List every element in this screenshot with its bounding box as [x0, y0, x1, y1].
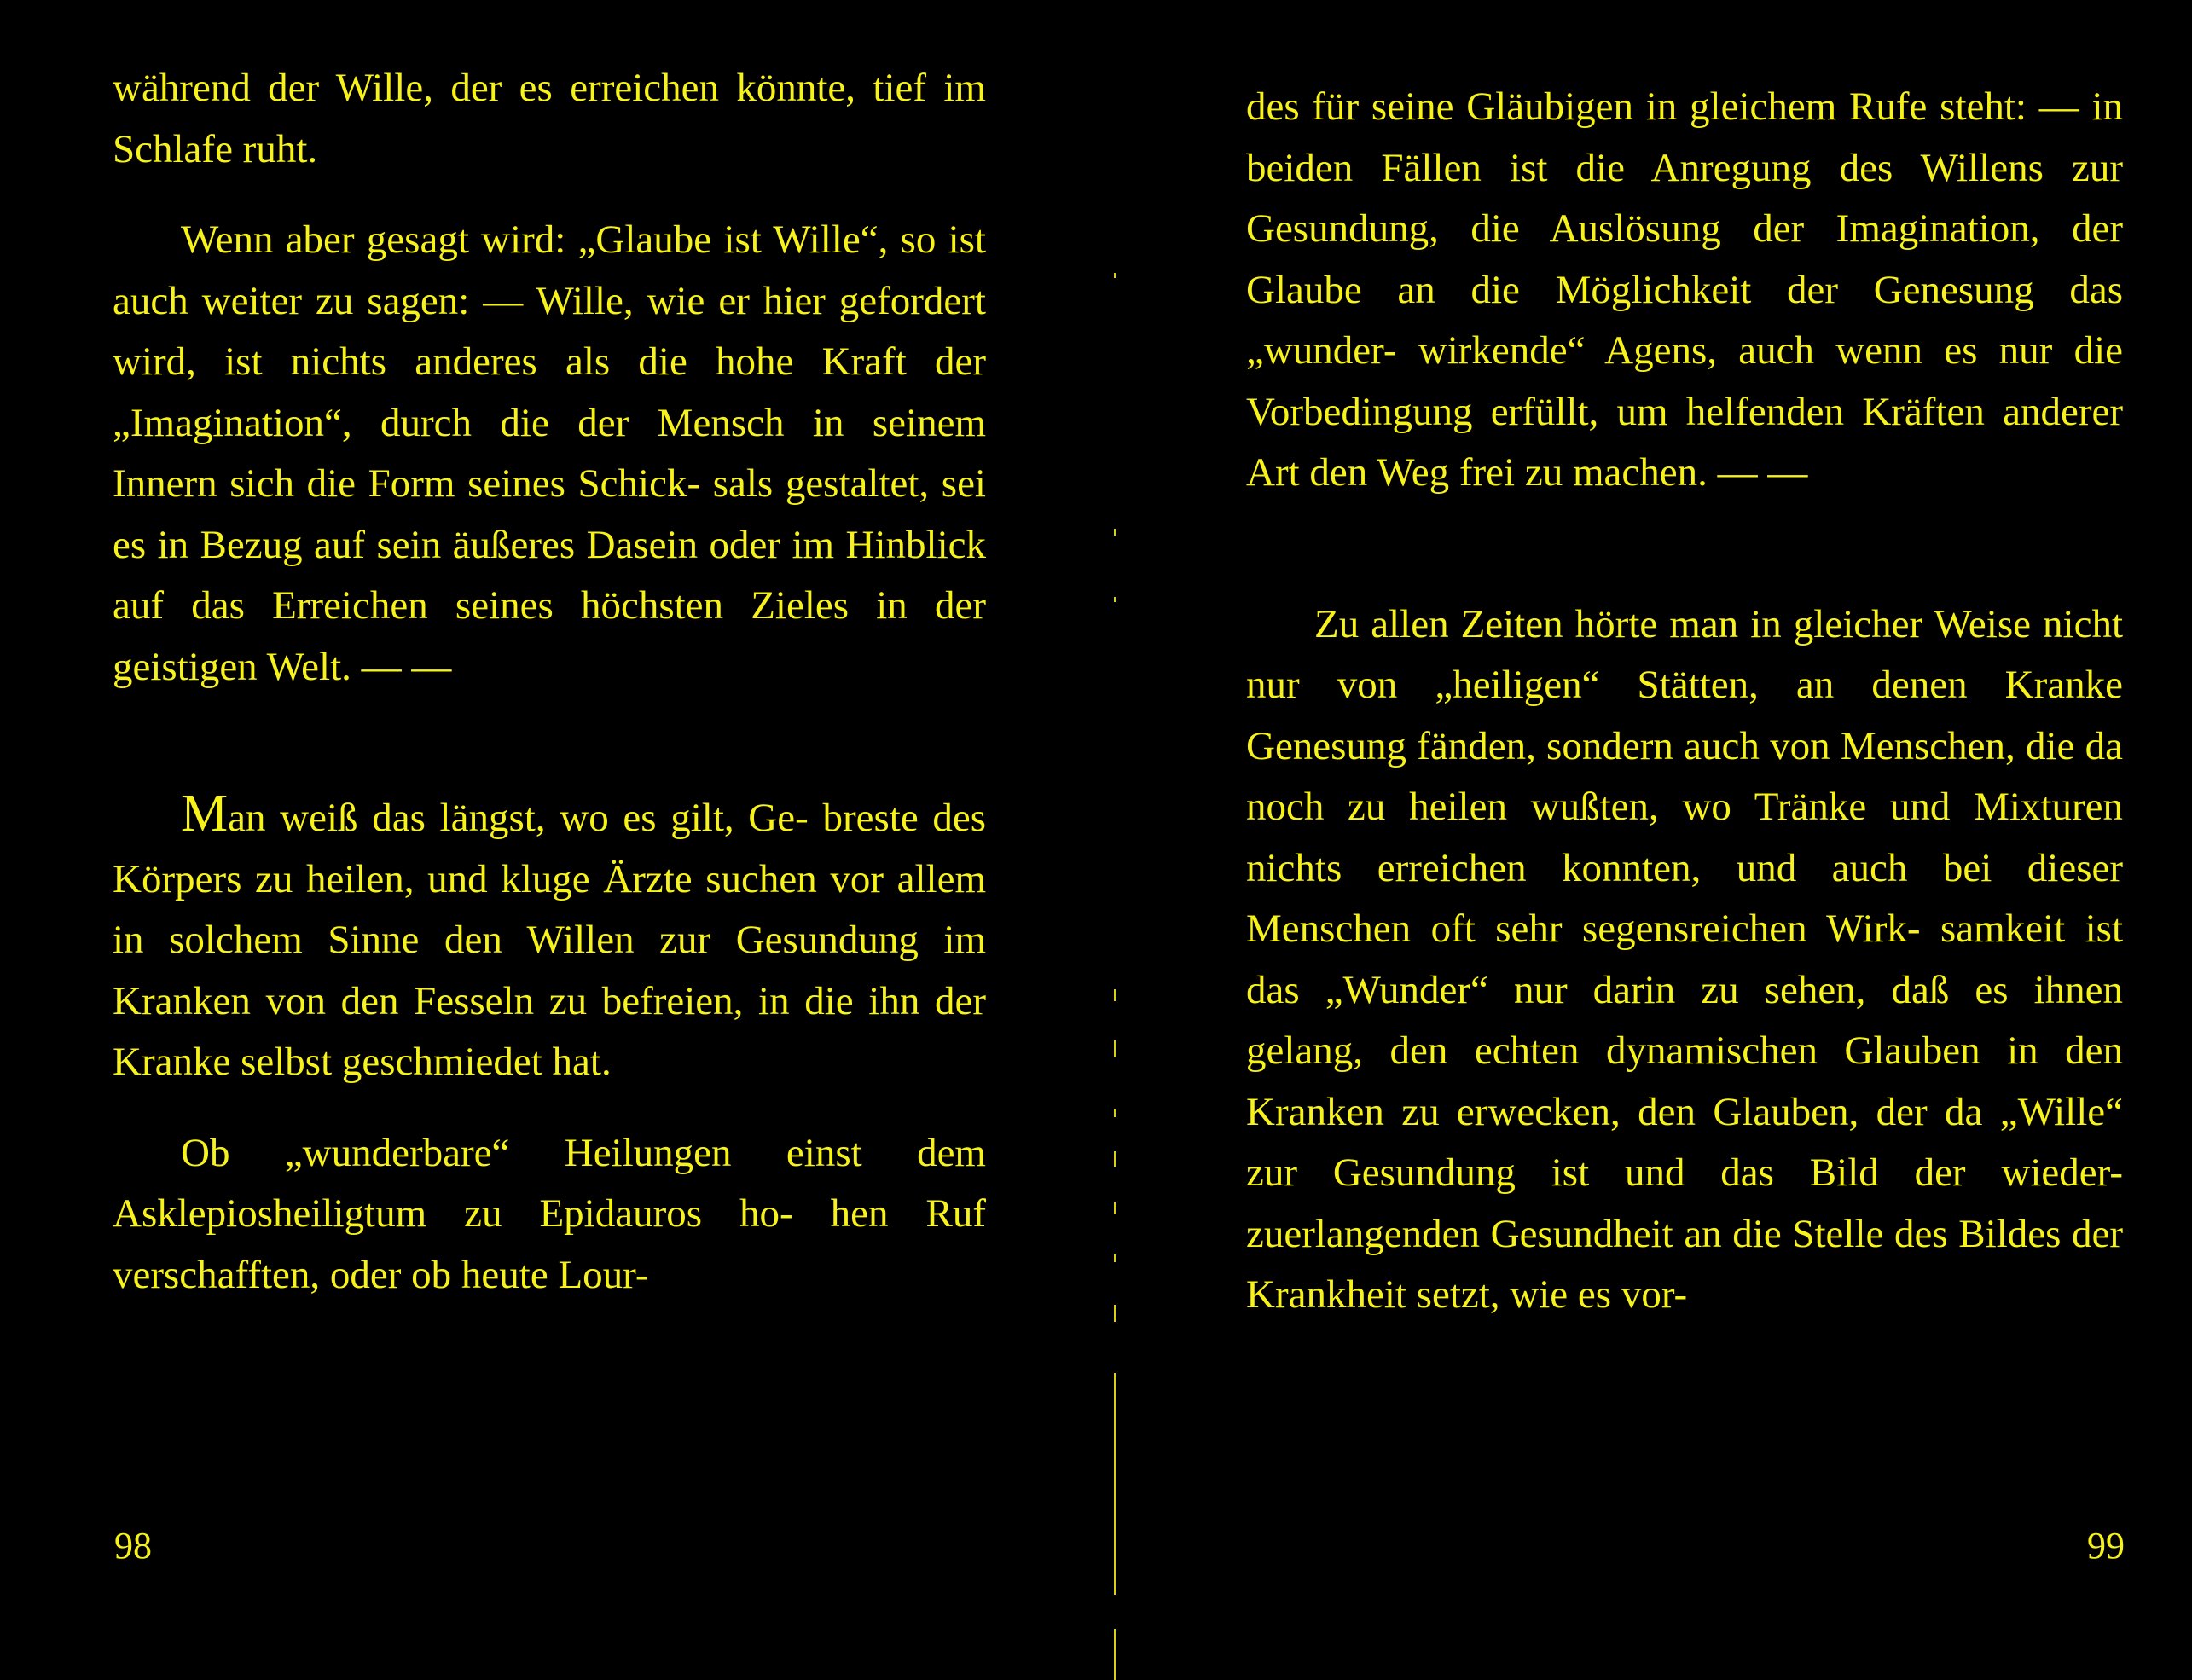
text-line: geistigen Welt. — — — [113, 644, 452, 689]
text-line: des Willens zur Gesundung, die Auslösung — [1246, 145, 2124, 251]
text-line: des für seine Gläubigen in gleichem Rufe — [1246, 84, 1928, 129]
text-line: der Imagination, der Glaube an die — [1246, 206, 2124, 312]
text-line: Wille, wie er hier gefordert wird, ist — [113, 278, 986, 384]
left-paragraph-3 — [113, 785, 987, 1093]
text-line: der Kranke selbst geschmiedet hat. — [113, 978, 987, 1084]
text-line: Erreichen seines höchsten Zieles in der — [272, 583, 987, 628]
text-line: Wille“, so ist auch weiter zu sagen: — — [113, 217, 986, 323]
right-paragraph-1 — [1246, 77, 2123, 504]
text-line: steht: — in beiden Fällen ist die Anregung — [1246, 84, 2124, 190]
text-line: Weise nicht nur von „heiligen“ Stätten, — [1246, 601, 2123, 707]
text-line: breste des Körpers zu heilen, und kluge — [113, 796, 987, 901]
text-line: wirkende“ Agens, auch wenn es nur die — [1418, 328, 2123, 373]
right-page-text — [1246, 77, 2123, 1326]
page-number-right: 99 — [2087, 1525, 2125, 1567]
text-line: äußeres Dasein oder im Hinblick auf das — [113, 522, 986, 628]
text-line: sals gestaltet, sei es in Bezug auf sein — [113, 461, 986, 567]
text-line: Zu allen Zeiten hörte man in gleicher — [1314, 601, 1923, 646]
text-line: dynamischen Glauben in den Kranken — [1246, 1028, 2124, 1134]
text-line: Ärzte suchen vor allem in solchem Sinne — [113, 856, 987, 962]
text-line: Wenn aber gesagt wird: „Glaube ist — [181, 217, 762, 262]
text-line: nichts anderes als die hohe Kraft der — [290, 339, 986, 384]
text-line: seinem Innern sich die Form seines Schick- — [113, 400, 987, 506]
left-paragraph-2 — [113, 210, 986, 698]
text-line: Vorbedingung erfüllt, um helfenden Kräften — [1246, 389, 1985, 434]
left-page — [0, 0, 1096, 1629]
right-page — [1096, 0, 2192, 1629]
text-line: während der Wille, der es erreichen — [113, 66, 719, 110]
text-line: Möglichkeit der Genesung das „wunder- — [1246, 267, 2123, 373]
text-line: könnte, tief im Schlafe ruht. — [113, 66, 986, 171]
text-line: an denen Kranke Genesung fänden, sondern — [1246, 663, 2123, 768]
left-paragraph-4 — [113, 1123, 986, 1306]
text-line: von den Fesseln zu befreien, in die ihn — [265, 978, 920, 1023]
text-line: erreichen konnten, und auch bei dieser — [1377, 845, 2123, 890]
text-line: Menschen oft sehr segensreichen Wirk- — [1246, 907, 1921, 951]
right-paragraph-2 — [1246, 594, 2123, 1326]
text-line: zu erwecken, den Glauben, der da „Wille“ — [1401, 1089, 2124, 1134]
text-line: samkeit ist das „Wunder“ nur darin zu — [1246, 907, 2124, 1012]
text-line: zur Gesundung ist und das Bild der wieder- — [1246, 1150, 2123, 1195]
text-line: sehen, daß es ihnen gelang, den echten — [1246, 967, 2123, 1073]
text-line: anderer Art den Weg frei zu machen. — — — [1246, 389, 2124, 495]
text-line: Asklepiosheiligtum zu Epidauros ho- — [113, 1191, 793, 1236]
page-number-left: 98 — [114, 1525, 152, 1567]
text-line: den Willen zur Gesundung im Kranken — [113, 918, 987, 1023]
drop-cap: M — [181, 785, 229, 843]
text-line: „Imagination“, durch die der Mensch in — [113, 400, 844, 445]
text-line: zuerlangenden Gesundheit an die Stelle — [1246, 1211, 1884, 1256]
left-page-text — [113, 58, 986, 1306]
text-line: wußten, wo Tränke und Mixturen nichts — [1246, 785, 2123, 890]
text-line: des Bildes der Krankheit setzt, wie es vor- — [1246, 1211, 2124, 1317]
text-line: Ob „wunderbare“ Heilungen einst dem — [181, 1130, 986, 1175]
text-line: hen Ruf verschafften, oder ob heute Lour- — [113, 1191, 986, 1297]
text-line: auch von Menschen, die da noch zu heilen — [1246, 723, 2124, 829]
left-paragraph-1 — [113, 58, 986, 180]
text-line: an weiß das längst, wo es gilt, Ge- — [228, 796, 809, 840]
